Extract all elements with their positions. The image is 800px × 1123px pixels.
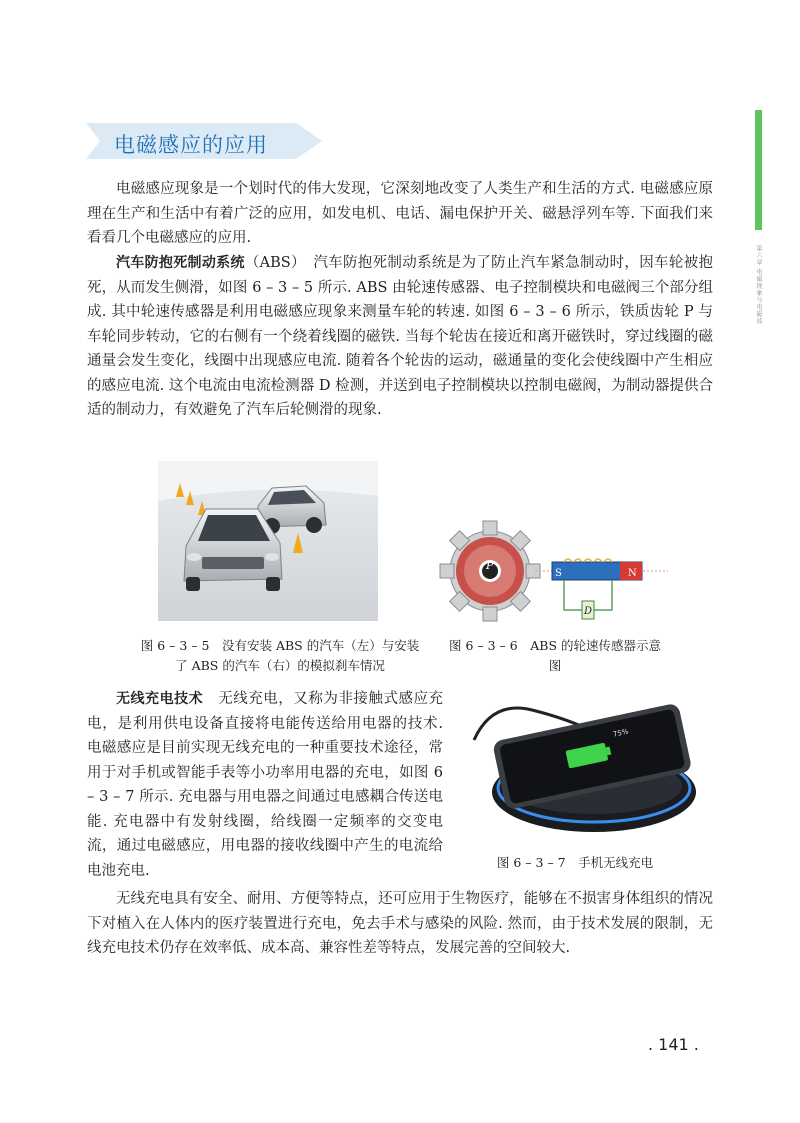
- wireless-heading: 无线充电技术: [116, 691, 204, 707]
- abs-heading: 汽车防抱死制动系统: [116, 255, 245, 271]
- figure-abs-cars: [158, 461, 378, 625]
- chapter-side-label: 第六章 电磁现象与电磁波: [755, 245, 762, 325]
- phone-charging-illustration: [472, 700, 702, 840]
- section-title: 电磁感应的应用: [114, 133, 268, 157]
- wireless-summary-paragraph: 无线充电具有安全、耐用、方便等特点，还可应用于生物医疗，能够在不损害身体组织的情况下对植入在人体内的医疗装置进行充电，免去手术与感染的风险. 然而，由于技术发展的限制，无线充电技术仍存在效率低、成本高、兼容性差等特点，发展完善的空间较大.: [87, 891, 713, 956]
- car-braking-illustration: [158, 461, 378, 621]
- section-title-banner: [86, 123, 322, 159]
- figure-6-3-6-caption: 图 6 – 3 – 6 ABS 的轮速传感器示意图: [449, 638, 661, 673]
- magnet-label-n: N: [628, 568, 637, 579]
- figure-6-3-7-caption: 图 6 – 3 – 7 手机无线充电: [496, 855, 654, 870]
- abs-heading-suffix: （ABS）: [244, 255, 299, 271]
- sensor-diagram: [440, 515, 670, 630]
- magnet-label-s: S: [555, 568, 562, 579]
- figure-wireless-charging: [472, 700, 702, 844]
- abs-body: 汽车防抱死制动系统是为了防止汽车紧急制动时，因车轮被抱死，从而发生侧滑，如图 6 – 3 – 5 所示. ABS 由轮速传感器、电子控制模块和电磁阀三个部分组成. 其中轮速传感器是利用电磁感应现象来测量车轮的转速. 如图 6 – 3 – 6 所示，铁质齿轮 P 与车轮同步转动，它的右侧有一个绕着线圈的磁铁. 当每个轮齿在接近和离开磁铁时，穿过线圈的磁通量会发生变化，线圈中出现感应电流. 随着各个轮齿的运动，磁通量的变化会使线圈中产生相应的感应电流. 这个电流由电流检测器 D 检测，并送到电子控制模块以控制电磁阀，为制动器提供合适的制动力，有效避免了汽车后轮侧滑的现象.: [87, 255, 713, 418]
- intro-paragraph: 电磁感应现象是一个划时代的伟大发现，它深刻地改变了人类生产和生活的方式. 电磁感应原理在生产和生活中有着广泛的应用，如发电机、电话、漏电保护开关、磁悬浮列车等. 下面我们来看看几个电磁感应的应用.: [87, 181, 713, 246]
- wireless-paragraph: [87, 687, 443, 883]
- figure-abs-sensor: [440, 515, 670, 634]
- page-number: . 141 .: [648, 1035, 699, 1054]
- phone-battery-text: 75%: [612, 727, 630, 739]
- abs-paragraph: [87, 251, 713, 423]
- figure-6-3-5-caption: 图 6 – 3 – 5 没有安装 ABS 的汽车（左）与安装了 ABS 的汽车（右）的模拟刹车情况: [140, 638, 420, 673]
- detector-label-d: D: [584, 606, 593, 617]
- chapter-color-tab: [755, 110, 762, 230]
- wireless-body: 无线充电，又称为非接触式感应充电，是利用供电设备直接将电能传送给用电器的技术. 电磁感应是目前实现无线充电的一种重要技术途径，常用于对手机或智能手表等小功率用电器的充电，如图 6 – 3 – 7 所示. 充电器与用电器之间通过电感耦合传送电能. 充电器中有发射线圈，给线圈一定频率的交变电流，通过电磁感应，用电器的接收线圈中产生的电流给电池充电.: [87, 691, 444, 879]
- gear-label-p: P: [486, 559, 494, 572]
